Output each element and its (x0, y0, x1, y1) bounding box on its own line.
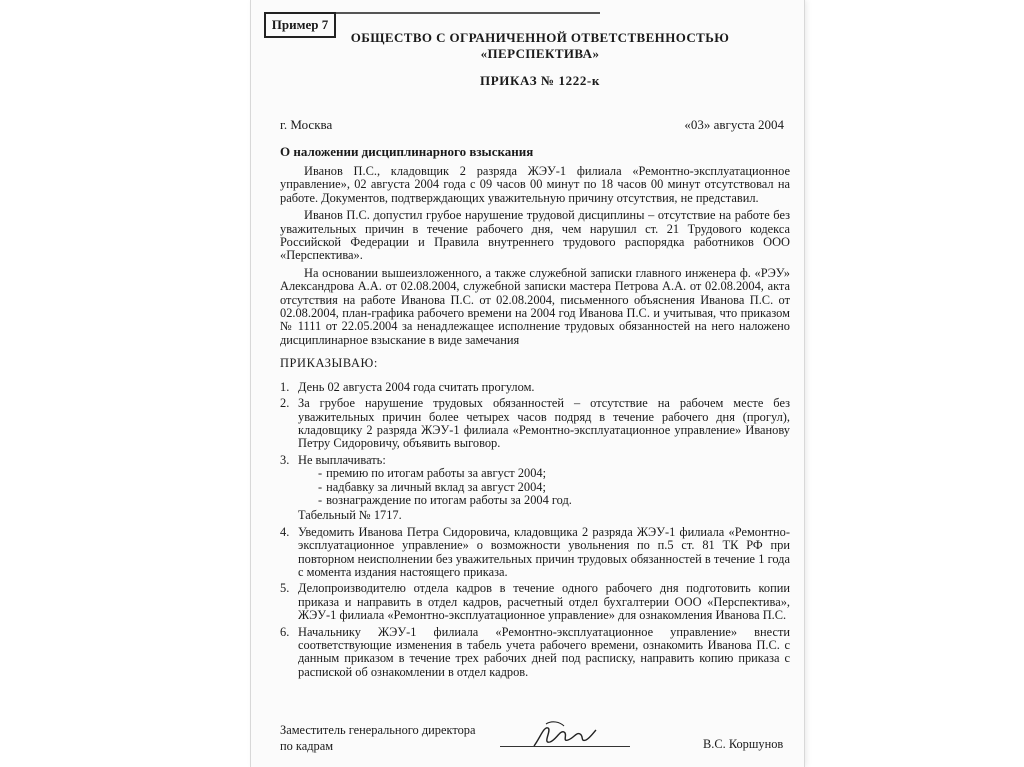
paragraph: На основании вышеизложенного, а также служебной записки главного инженера ф. «РЭУ» Александрова А.А. от 02.08.2004, служебной записки мастера Петрова А.А. от 02.08.2004, акта отсутствия на работе Иванова П.С. от 02.08.2004, письменного объяснения Иванова П.С. от 02.08.2004, план-графика рабочего времени на 2004 год Иванова П.С. и учитывая, что приказом № 1111 от 22.05.2004 за ненадлежащее исполнение трудовых обязанностей на него наложено дисциплинарное взыскание в виде замечания (280, 265, 790, 347)
bonus-text: премию по итогам работы за август 2004; (326, 466, 547, 481)
order-item (280, 526, 790, 580)
item-text: Начальнику ЖЭУ-1 филиала «Ремонтно-эксплуатационное управление» внести соответствующие изменения в табель учета рабочего времени, ознакомить Иванова П.С. с данным приказом в течение трех рабочих дней под расписку, направить копию приказа с распиской об ознакомлении в отдел кадров. (298, 624, 790, 679)
order-item (280, 381, 790, 394)
item-text: За грубое нарушение трудовых обязанностей – отсутствие на рабочем месте без уважительных причин более четырех часов подряд в течение рабочего дня (прогул), кладовщику 2 разряда ЖЭУ-1 филиала «Ремонтно-эксплуатационное управление» Иванову Петру Сидоровичу, объявить выговор. (298, 396, 790, 451)
order-item (280, 626, 790, 680)
prikazyvayu-heading: ПРИКАЗЫВАЮ: (280, 356, 378, 371)
order-item (280, 397, 790, 451)
organization-line-2: «ПЕРСПЕКТИВА» (480, 46, 600, 61)
order-item (280, 454, 790, 523)
bonus-text: надбавку за личный вклад за август 2004; (326, 479, 546, 494)
bonus-list (298, 467, 790, 507)
item-number: 4. (280, 524, 290, 539)
signer-title-line-1: Заместитель генерального директора (280, 723, 476, 737)
bonus-item (318, 494, 790, 507)
order-body (280, 165, 790, 682)
signer-title (280, 722, 475, 754)
city: г. Москва (280, 117, 333, 132)
order-date: «03» августа 2004 (684, 117, 784, 132)
item-number: 5. (280, 581, 290, 596)
bonus-item (318, 481, 790, 494)
paragraph: Иванов П.С., кладовщик 2 разряда ЖЭУ-1 филиала «Ремонтно-эксплуатационное управление», 02 августа 2004 года с 09 часов 00 минут по 18 часов 00 минут отсутствовал на работе. Документов, подтверждающих уважительную причину отсутствия, не представил. (280, 164, 790, 205)
example-label: Пример 7 (264, 12, 336, 38)
bonus-item (318, 467, 790, 480)
signer-name: В.С. Коршунов (703, 737, 784, 751)
item-text: День 02 августа 2004 года считать прогулом. (298, 379, 535, 394)
item-number: 3. (280, 452, 290, 467)
dash-mark: - (318, 492, 323, 507)
order-subject: О наложении дисциплинарного взыскания (280, 144, 534, 159)
paragraph: Иванов П.С. допустил грубое нарушение трудовой дисциплины – отсутствие на работе без уважительных причин в течение рабочего дня, чем нарушил ст. 21 Трудового кодекса Российской Федерации и Правила внутреннего трудового распорядка работников ООО «Перспектива». (280, 208, 790, 263)
item-text: Уведомить Иванова Петра Сидоровича, кладовщика 2 разряда ЖЭУ-1 филиала «Ремонтно-эксплуатационное управление» о возможности увольнения по п.5 ст. 81 ТК РФ при повторном неисполнении без уважительных причин трудовых обязанностей в течение 1 года с момента издания настоящего приказа. (298, 524, 790, 579)
tab-number: Табельный № 1717. (298, 508, 402, 523)
signer-title-line-2: по кадрам (280, 739, 334, 753)
organization-line-1: ОБЩЕСТВО С ОГРАНИЧЕННОЙ ОТВЕТСТВЕННОСТЬЮ (350, 30, 730, 45)
order-title: ПРИКАЗ № 1222-к (480, 73, 600, 88)
item-number: 6. (280, 624, 290, 639)
dash-mark: - (318, 466, 323, 481)
item-text: Делопроизводителю отдела кадров в течение одного рабочего дня подготовить копии приказа и направить в отдел кадров, расчетный отдел бухгалтерии ООО «Перспектива», ЖЭУ-1 филиала «Ремонтно-эксплуатационное управление» для ознакомления Иванова П.С. (298, 581, 790, 623)
item-text: Не выплачивать: (298, 452, 386, 467)
order-items (280, 381, 790, 680)
organization-name (280, 30, 800, 62)
item-number: 2. (280, 396, 290, 411)
signature-image (530, 718, 600, 752)
dash-mark: - (318, 479, 323, 494)
item-number: 1. (280, 379, 290, 394)
order-item (280, 582, 790, 622)
bonus-text: вознаграждение по итогам работы за 2004 год. (326, 492, 572, 507)
